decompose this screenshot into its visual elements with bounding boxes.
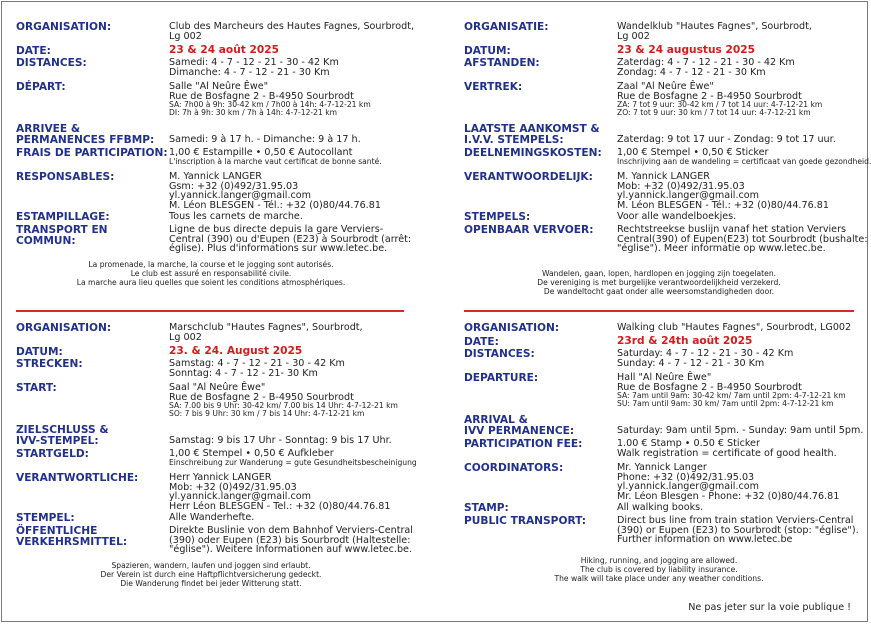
field-label: VERANTWORTLICHE: [16, 472, 139, 484]
value-line: Samstag: 9 bis 17 Uhr - Sonntag: 9 bis 17 Uhr. [169, 435, 392, 446]
nl-row-9 [464, 225, 871, 254]
value-line: Zaal "Al Neûre Êwe" [617, 81, 714, 92]
value-note-line: DI: 7h à 9h: 30 km / 7h à 14h: 4-7-12-21 km [169, 108, 338, 118]
field-label: START: [16, 382, 57, 394]
fr-notes [16, 260, 406, 287]
field-value [169, 22, 426, 41]
event-date: 23rd & 24th août 2025 [617, 335, 753, 347]
field-label: OPENBAAR VERVOER: [464, 224, 594, 236]
field-label: DEPARTURE: [464, 372, 539, 384]
value-line: Hall "Al Neûre Êwe" [617, 372, 712, 383]
value-line: Saturday: 9am until 5pm. - Sunday: 9am until 5pm. [617, 425, 864, 436]
value-line: yl.yannick.langer@gmail.com [169, 190, 311, 202]
fr-row-6 [16, 148, 426, 166]
value-line: Lg 002 [169, 331, 202, 343]
value-line: Herr Léon BLESGEN - Tel.: +32 (0)80/44.76.81 [169, 500, 391, 512]
field-label: ARRIVAL & [464, 414, 528, 426]
field-label: ESTAMPILLAGE: [16, 211, 110, 223]
note-line: La promenade, la marche, la course et le jogging sont autorisés. [88, 260, 334, 269]
value-line: Herr Yannick LANGER [169, 472, 272, 483]
field-label: PUBLIC TRANSPORT: [464, 515, 587, 527]
value-line: M. Léon BLESGEN - Tél.: +32 (0)80/44.76.81 [617, 199, 829, 211]
field-value [617, 58, 871, 77]
en-notes [464, 556, 854, 583]
field-label: VERTREK: [464, 81, 523, 93]
field-value [617, 337, 871, 347]
value-line: Rue de Bosfagne 2 - B-4950 Sourbrodt [169, 90, 354, 102]
field-value [617, 323, 871, 333]
en-row-3 [464, 373, 871, 409]
field-label: DEELNEMINGSKOSTEN: [464, 147, 602, 159]
value-line: église). Plus d'informations sur www.letec.be. [169, 243, 388, 255]
value-note-line: SA: 7h00 à 9h: 30-42 km / 7h00 à 14h: 4-7-12-21 km [169, 100, 371, 110]
field-value [617, 135, 871, 145]
de-row-1 [16, 347, 426, 358]
de-notes [16, 561, 406, 588]
field-value [617, 225, 871, 254]
en-row-6 [464, 439, 871, 458]
note-line: La marche aura lieu quelles que soient les conditions atmosphériques. [76, 278, 346, 287]
value-line: Sunday: 4 - 7 - 12 - 21 - 30 Km [617, 357, 765, 369]
field-value [617, 212, 871, 222]
de-row-0 [16, 323, 426, 342]
fr-row-7 [16, 172, 426, 210]
field-value [169, 135, 426, 145]
value-line: Further information on www.letec.be [617, 534, 793, 546]
value-line: Rue de Bosfagne 2 - B-4950 Sourbrodt [617, 90, 802, 102]
nl-row-1 [464, 46, 871, 57]
event-date: 23 & 24 augustus 2025 [617, 44, 755, 56]
field-label: ARRIVEE & [16, 123, 81, 135]
value-line: yl.yannick.langer@gmail.com [169, 491, 311, 503]
value-line: Marschclub "Hautes Fagnes", Sourbrodt, [169, 322, 363, 333]
field-value [169, 449, 426, 467]
value-line: Saal "Al Neûre Êwe" [169, 382, 266, 393]
value-line: Ligne de bus directe depuis la gare Verviers- [169, 224, 384, 235]
note-line: The walk will take place under any weather conditions. [554, 574, 764, 583]
value-line: Samstag: 4 - 7 - 12 - 21 - 30 - 42 Km [169, 358, 345, 369]
field-label: STRECKEN: [16, 358, 83, 370]
de-row-7 [16, 473, 426, 511]
separator-right [464, 310, 854, 312]
fr-row-1 [16, 46, 426, 57]
note-line: Hiking, running, and jogging are allowed. [580, 556, 738, 565]
en-row-8 [464, 503, 871, 514]
field-label: ORGANISATION: [16, 322, 112, 334]
field-value [169, 58, 426, 77]
note-line: Die Wanderung findet bei jeder Witterung statt. [120, 579, 302, 588]
value-line: 1,00 € Stempel • 0,50 € Aufkleber [169, 448, 334, 459]
value-line: Direct bus line from train station Verviers-Central [617, 515, 854, 526]
value-line: Sonntag: 4 - 7 - 12 - 21- 30 Km [169, 367, 318, 379]
value-line: Wandelklub "Hautes Fagnes", Sourbrodt, [617, 21, 812, 32]
note-line: Der Verein ist durch eine Haftpflichtversicherung gedeckt. [100, 570, 322, 579]
field-value [617, 516, 871, 545]
separator-left [16, 310, 404, 312]
nl-row-7 [464, 172, 871, 210]
field-label: AFSTANDEN: [464, 57, 540, 69]
value-note-line: SU: 7am until 9am: 30 km/ 7am until 2pm: 4-7-12-21 km [617, 399, 834, 409]
nl-row-0 [464, 22, 871, 41]
value-line: Mob: +32 (0)492/31.95.03 [169, 481, 297, 493]
value-note-line: L'inscription à la marche vaut certificat de bonne santé. [169, 156, 382, 166]
value-line: M. Yannick LANGER [169, 171, 262, 182]
event-date: 23. & 24. August 2025 [169, 345, 303, 357]
nl-notes [464, 269, 854, 296]
value-line: M. Yannick LANGER [617, 171, 710, 182]
de-row-4 [16, 425, 426, 436]
field-value [617, 22, 871, 41]
field-value [617, 82, 871, 118]
en-row-7 [464, 463, 871, 501]
fr-row-8 [16, 212, 426, 223]
field-label: TRANSPORT EN COMMUN: [16, 224, 108, 247]
value-line: Lg 002 [617, 30, 650, 42]
nl-row-6 [464, 148, 871, 166]
field-value [617, 46, 871, 56]
nl-row-8 [464, 212, 871, 223]
field-value [169, 225, 426, 254]
value-line: Dimanche: 4 - 7 - 12 - 21 - 30 Km [169, 66, 330, 78]
field-label: IVV-STEMPEL: [16, 435, 99, 447]
field-value [617, 426, 871, 436]
field-value [617, 172, 871, 210]
field-value [617, 439, 871, 458]
de-row-3 [16, 383, 426, 419]
en-row-0 [464, 323, 871, 334]
value-line: "église"). Weitere Informationen auf www.letec.be. [169, 544, 412, 556]
value-line: All walking books. [617, 502, 704, 513]
field-label: RESPONSABLES: [16, 171, 115, 183]
value-line: yl.yannick.langer@gmail.com [617, 481, 759, 493]
de-row-6 [16, 449, 426, 467]
value-line: Gsm: +32 (0)492/31.95.03 [169, 180, 299, 192]
fr-row-9 [16, 225, 426, 254]
field-label: DISTANCES: [16, 57, 87, 69]
field-value [617, 463, 871, 501]
field-label: IVV PERMANENCE: [464, 425, 575, 437]
field-label: ÖFFENTLICHE VERKEHRSMITTEL: [16, 525, 128, 548]
field-value [169, 473, 426, 511]
nl-row-2 [464, 58, 871, 77]
value-note-line: SO: 7 bis 9 Uhr: 30 km / 7 bis 14 Uhr: 4-7-12-21 km [169, 409, 365, 419]
field-value [169, 513, 426, 523]
field-label: I.V.V. STEMPELS: [464, 134, 564, 146]
value-line: Saturday: 4 - 7 - 12 - 21 - 30 - 42 Km [617, 348, 794, 359]
field-label: COORDINATORS: [464, 462, 564, 474]
fr-row-4 [16, 124, 426, 135]
nl-row-4 [464, 124, 871, 135]
value-note-line: SA: 7.00 bis 9 Uhr: 30-42 km/ 7.00 bis 14 Uhr: 4-7-12-21 km [169, 401, 398, 411]
field-value [169, 383, 426, 419]
de-row-9 [16, 526, 426, 555]
value-note-line: Einschreibung zur Wanderung = gute Gesundheitsbescheinigung [169, 457, 417, 467]
value-line: Zaterdag: 4 - 7 - 12 - 21 - 30 - 42 Km [617, 57, 795, 68]
value-line: Direkte Buslinie von dem Bahnhof Verviers-Central [169, 525, 413, 536]
field-label: LAATSTE AANKOMST & [464, 123, 600, 135]
note-line: Le club est assuré en responsabilité civile. [130, 269, 292, 278]
value-line: Samedi: 4 - 7 - 12 - 21 - 30 - 42 Km [169, 57, 339, 68]
de-row-8 [16, 513, 426, 524]
value-note-line: ZA: 7 tot 9 uur: 30-42 km / 7 tot 14 uur: 4-7-12-21 km [617, 100, 823, 110]
field-label: STARTGELD: [16, 448, 89, 460]
value-note-line: SA: 7am until 9am: 30-42 km/ 7am until 2pm: 4-7-12-21 km [617, 391, 846, 401]
field-value [169, 46, 426, 56]
field-value [169, 436, 426, 446]
field-value [169, 172, 426, 210]
note-line: The club is covered by liability insurance. [580, 565, 738, 574]
field-value [617, 148, 871, 166]
field-value [169, 148, 426, 166]
field-label: STEMPEL: [16, 512, 75, 524]
field-value [617, 503, 871, 513]
field-label: DISTANCES: [464, 348, 535, 360]
field-label: ORGANISATION: [464, 322, 560, 334]
value-line: Lg 002 [169, 30, 202, 42]
value-line: Rue de Bosfagne 2 - B-4950 Sourbrodt [617, 381, 802, 393]
field-label: FRAIS DE PARTICIPATION: [16, 147, 168, 159]
field-label: STEMPELS: [464, 211, 531, 223]
field-label: DÉPART: [16, 81, 66, 93]
value-line: Club des Marcheurs des Hautes Fagnes, Sourbrodt, [169, 21, 415, 32]
note-line: De wandeltocht gaat onder alle weersomstandigheden door. [543, 287, 775, 296]
field-label: PERMANENCES FFBMP: [16, 134, 155, 146]
fr-row-2 [16, 58, 426, 77]
value-line: Walk registration = certificate of good health. [617, 447, 837, 459]
field-label: PARTICIPATION FEE: [464, 438, 583, 450]
note-line: Spazieren, wandern, laufen und joggen sind erlaubt. [111, 561, 311, 570]
value-line: Phone: +32 (0)492/31.95.03 [617, 471, 755, 483]
value-line: yl.yannick.langer@gmail.com [617, 190, 759, 202]
value-line: Zondag: 4 - 7 - 12 - 21 - 30 Km [617, 66, 766, 78]
value-note-line: ZO: 7 tot 9 uur: 30 km / 7 tot 14 uur: 4-7-12-21 km [617, 108, 811, 118]
value-line: 1,00 € Stempel • 0,50 € Sticker [617, 147, 769, 158]
note-line: Wandelen, gaan, lopen, hardlopen en jogging zijn toegelaten. [541, 269, 777, 278]
value-line: Salle "Al Neûre Êwe" [169, 81, 269, 92]
value-line: (390) or Eupen (E23) to Sourbrodt (stop: "église"). [617, 524, 859, 536]
en-row-9 [464, 516, 871, 545]
value-line: Central(390) of Eupen(E23) tot Sourbrodt (bushalte: [617, 233, 868, 245]
value-line: Central (390) ou d'Eupen (E23) à Sourbrodt (arrêt: [169, 233, 412, 245]
field-value [169, 323, 426, 342]
field-value [617, 373, 871, 409]
field-value [169, 526, 426, 555]
value-line: Tous les carnets de marche. [169, 211, 303, 222]
de-row-2 [16, 359, 426, 378]
fr-row-5 [16, 135, 426, 146]
value-note-line: Inschrijving aan de wandeling = certificaat van goede gezondheid. [617, 156, 871, 166]
value-line: Samedi: 9 à 17 h. - Dimanche: 9 à 17 h. [169, 134, 361, 145]
field-value [169, 347, 426, 357]
nl-row-5 [464, 135, 871, 146]
value-line: (390) oder Eupen (E23) bis Sourbrodt (Haltestelle: [169, 534, 411, 546]
field-label: ZIELSCHLUSS & [16, 424, 109, 436]
field-value [617, 349, 871, 368]
event-date: 23 & 24 août 2025 [169, 44, 279, 56]
value-line: Mob: +32 (0)492/31.95.03 [617, 180, 745, 192]
value-line: Mr. Yannick Langer [617, 462, 707, 473]
value-line: "église"). Meer informatie op www.letec.be. [617, 243, 826, 255]
value-line: Alle Wanderhefte. [169, 512, 255, 523]
value-line: Mr. Léon Blesgen - Phone: +32 (0)80/44.76.81 [617, 490, 840, 502]
fr-row-0 [16, 22, 426, 41]
field-label: DATE: [464, 336, 499, 348]
value-line: Voor alle wandelboekjes. [617, 211, 737, 222]
value-line: Zaterdag: 9 tot 17 uur - Zondag: 9 tot 17 uur. [617, 134, 836, 145]
field-label: ORGANISATIE: [464, 21, 549, 33]
field-label: DATUM: [16, 346, 63, 358]
value-line: 1,00 € Estampille • 0,50 € Autocollant [169, 147, 353, 158]
nl-row-3 [464, 82, 871, 118]
value-line: 1.00 € Stamp • 0.50 € Sticker [617, 438, 760, 449]
en-row-4 [464, 415, 871, 426]
field-value [169, 359, 426, 378]
value-line: Walking club "Hautes Fagnes", Sourbrodt, LG002 [617, 322, 852, 333]
field-value [169, 82, 426, 118]
field-label: STAMP: [464, 502, 509, 514]
en-row-2 [464, 349, 871, 368]
en-row-1 [464, 337, 871, 348]
de-row-5 [16, 436, 426, 447]
value-line: Rechtstreekse buslijn vanaf het station Verviers [617, 224, 847, 235]
value-line: Rue de Bosfagne 2 - B-4950 Sourbrodt [169, 391, 354, 403]
en-row-5 [464, 426, 871, 437]
field-label: ORGANISATION: [16, 21, 112, 33]
footer-note: Ne pas jeter sur la voie publique ! [688, 602, 851, 613]
field-label: DATE: [16, 45, 51, 57]
fr-row-3 [16, 82, 426, 118]
field-label: VERANTWOORDELIJK: [464, 171, 593, 183]
note-line: De vereniging is met burgelijke verantwoordelijkheid verzekerd. [537, 278, 781, 287]
field-label: DATUM: [464, 45, 511, 57]
value-line: M. Léon BLESGEN - Tél.: +32 (0)80/44.76.81 [169, 199, 381, 211]
field-value [169, 212, 426, 222]
